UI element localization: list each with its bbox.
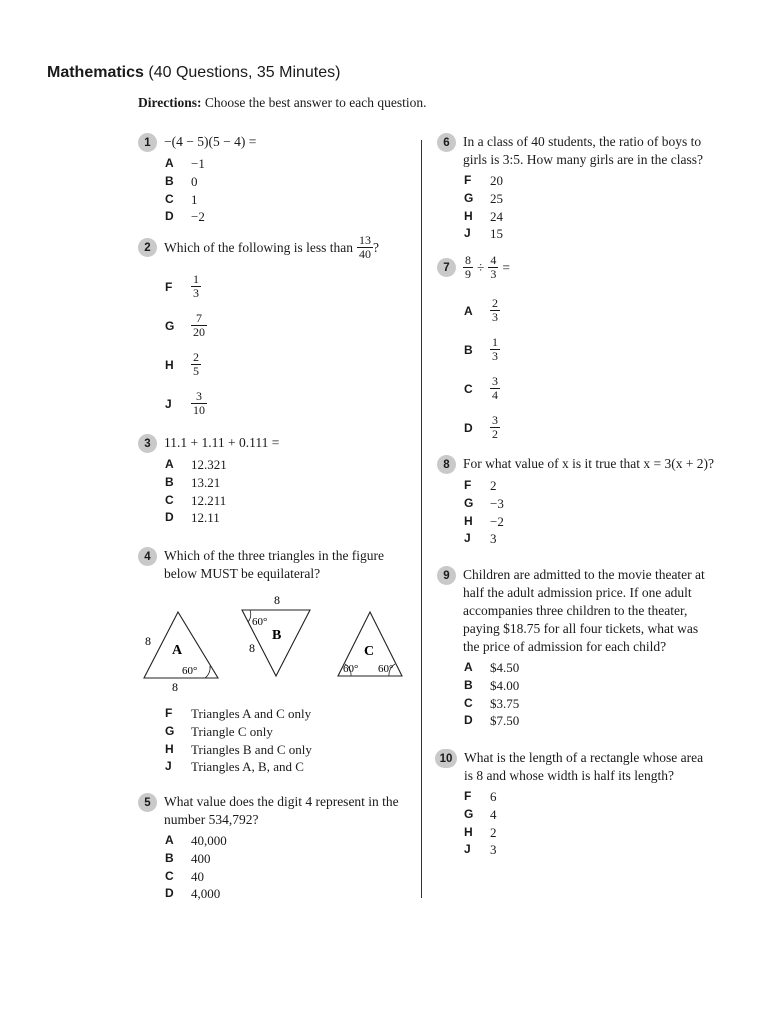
answer-choice[interactable] — [464, 208, 703, 226]
denominator: 3 — [193, 286, 199, 300]
fraction — [191, 273, 201, 300]
answer-choice[interactable] — [464, 824, 703, 842]
choice-text: 13.21 — [191, 474, 221, 490]
answer-choice[interactable] — [464, 225, 703, 243]
question-7 — [437, 254, 510, 447]
choice-text: 3 — [490, 842, 497, 858]
question-stem-line: girls is 3:5. How many girls are in the class? — [463, 152, 703, 167]
answer-choice[interactable] — [165, 306, 379, 345]
choice-text: 12.11 — [191, 510, 220, 526]
denominator: 3 — [492, 310, 498, 324]
numerator: 7 — [196, 311, 202, 325]
question-stem-line: paying $18.75 for all four tickets, what was — [463, 621, 699, 636]
choice-letter: J — [464, 531, 471, 546]
choice-letter: H — [165, 357, 174, 372]
question-8 — [437, 455, 714, 548]
triangle-a-side-label: 8 — [145, 634, 151, 648]
denominator: 2 — [492, 427, 498, 441]
denominator: 3 — [490, 267, 497, 281]
answer-choice[interactable] — [464, 841, 703, 859]
answer-choice[interactable] — [165, 832, 399, 850]
choice-text: 20 — [490, 173, 503, 188]
numerator: 1 — [193, 272, 199, 286]
choice-text: Triangle C only — [191, 723, 273, 739]
answer-choice[interactable] — [165, 267, 379, 306]
question-10 — [435, 749, 703, 859]
choice-text: 4 — [490, 806, 497, 822]
answer-choice[interactable] — [165, 758, 312, 776]
answer-choice[interactable] — [165, 509, 279, 527]
choice-text: $4.00 — [490, 677, 520, 693]
choice-text: −2 — [490, 513, 504, 529]
choice-letter: F — [464, 478, 472, 492]
choice-text: 0 — [191, 173, 198, 189]
triangle-b-label: B — [272, 628, 282, 643]
question-1 — [138, 133, 256, 226]
choice-letter: B — [464, 677, 473, 692]
answer-choice[interactable] — [464, 172, 703, 190]
question-stem-line: In a class of 40 students, the ratio of boys to — [463, 134, 702, 149]
choice-text: 24 — [490, 208, 503, 224]
question-stem-line: is 8 and whose width is half its length? — [464, 768, 674, 783]
numerator: 4 — [490, 253, 497, 267]
choice-text: 2 — [490, 824, 497, 840]
choice-text: 4,000 — [191, 886, 221, 902]
choice-letter: G — [464, 495, 474, 510]
choice-text: Triangles A, B, and C — [191, 759, 304, 775]
answer-choice[interactable] — [464, 806, 703, 824]
choice-letter: F — [464, 789, 472, 803]
question-number: 8 — [437, 455, 456, 474]
choice-text: 6 — [490, 789, 497, 804]
choice-text: 2 — [490, 478, 497, 493]
division-operator: ÷ — [477, 259, 485, 275]
answer-choice[interactable] — [464, 530, 714, 548]
answer-choice[interactable] — [165, 345, 379, 384]
choice-letter: G — [165, 318, 175, 333]
question-mark: ? — [372, 239, 379, 255]
answer-choice[interactable] — [165, 384, 379, 423]
triangle-a-side-label: 8 — [172, 680, 178, 694]
choice-text: $7.50 — [490, 713, 520, 729]
numerator: 13 — [358, 233, 371, 247]
choice-text: 12.211 — [191, 492, 227, 508]
directions-label: Directions: — [138, 95, 202, 110]
choice-letter: B — [165, 173, 174, 188]
answer-choice[interactable] — [165, 173, 256, 191]
column-divider — [421, 140, 422, 898]
fraction — [357, 234, 373, 261]
choice-letter: G — [464, 806, 474, 821]
answer-choice[interactable] — [165, 474, 279, 492]
choice-text: 40 — [191, 868, 204, 884]
triangle-c-angle-label: 60° — [378, 663, 394, 675]
answer-choice[interactable] — [165, 705, 312, 723]
fraction — [191, 351, 201, 378]
question-6 — [437, 133, 703, 243]
fraction — [191, 390, 207, 417]
choice-text: $3.75 — [490, 695, 520, 711]
answer-choice[interactable] — [464, 330, 510, 369]
question-number: 5 — [138, 793, 157, 812]
question-number: 4 — [138, 547, 157, 566]
fraction — [191, 312, 207, 339]
answer-choice[interactable] — [165, 723, 312, 741]
answer-choice[interactable] — [464, 477, 714, 495]
answer-choice[interactable] — [464, 513, 714, 531]
choice-letter: B — [464, 342, 473, 357]
numerator: 3 — [492, 413, 498, 427]
choice-letter: H — [165, 741, 174, 756]
denominator: 5 — [193, 364, 199, 378]
choice-letter: F — [165, 279, 173, 294]
choice-letter: G — [464, 190, 474, 205]
denominator: 9 — [465, 267, 471, 281]
fraction — [490, 297, 500, 324]
question-number: 9 — [437, 566, 456, 585]
fraction — [490, 375, 500, 402]
answer-choice[interactable] — [165, 492, 279, 510]
page-header — [47, 64, 340, 82]
choice-letter: J — [165, 396, 172, 411]
choice-letter: F — [464, 173, 472, 187]
choice-letter: A — [464, 660, 473, 674]
answer-choice[interactable] — [464, 408, 510, 447]
question-stem-line: number 534,792? — [164, 812, 259, 827]
question-stem-line: the price of admission for each child? — [463, 639, 667, 654]
question-stem: 11.1 + 1.11 + 0.111 = — [164, 435, 280, 450]
fraction — [488, 254, 498, 281]
triangle-b-side-label: 8 — [274, 593, 280, 607]
question-stem-line: accompanies three children to the theater, — [463, 603, 688, 618]
choice-letter: J — [464, 226, 471, 241]
question-stem-line: half the adult admission price. If one adult — [463, 585, 692, 600]
question-stem-line: Children are admitted to the movie theater at — [463, 567, 705, 582]
choice-text: −1 — [191, 156, 205, 171]
question-number: 7 — [437, 258, 456, 277]
numerator: 8 — [465, 253, 471, 267]
choice-text: 3 — [490, 531, 497, 547]
answer-choice[interactable] — [464, 291, 510, 330]
triangle-c-label: C — [364, 644, 375, 659]
question-4-choices — [138, 705, 312, 776]
choice-letter: H — [464, 824, 473, 839]
question-stem-line: Which of the three triangles in the figure — [164, 548, 385, 563]
choice-letter: A — [464, 303, 473, 318]
choice-letter: B — [165, 850, 174, 865]
section-subtitle: (40 Questions, 35 Minutes) — [148, 64, 341, 81]
choice-letter: G — [165, 723, 175, 738]
answer-choice[interactable] — [464, 677, 705, 695]
answer-choice[interactable] — [464, 695, 705, 713]
question-number: 1 — [138, 133, 157, 152]
question-number: 3 — [138, 434, 157, 453]
triangle-a-angle-label: 60° — [182, 665, 198, 677]
answer-choice[interactable] — [165, 456, 279, 474]
choice-letter: D — [464, 713, 473, 728]
numerator: 2 — [193, 350, 199, 364]
numerator: 2 — [492, 296, 498, 310]
triangle-b-angle-arc — [248, 610, 251, 622]
denominator: 40 — [358, 247, 371, 261]
question-2 — [138, 234, 379, 423]
numerator: 3 — [492, 374, 498, 388]
choice-text: 400 — [191, 850, 211, 866]
triangle-a-angle-arc — [205, 666, 210, 678]
question-stem: −(4 − 5)(5 − 4) = — [164, 134, 257, 149]
choice-text: 12.321 — [191, 457, 227, 472]
choice-letter: H — [464, 208, 473, 223]
answer-choice[interactable] — [165, 155, 256, 173]
fraction — [490, 414, 500, 441]
answer-choice[interactable] — [165, 208, 256, 226]
triangle-b-side-label: 8 — [249, 641, 255, 655]
equals-sign: = — [502, 259, 511, 275]
question-number: 10 — [435, 749, 457, 768]
choice-text: $4.50 — [490, 660, 520, 675]
answer-choice[interactable] — [464, 190, 703, 208]
question-stem: Which of the following is less than — [164, 239, 353, 255]
question-number: 6 — [437, 133, 456, 152]
triangle-b-angle-label: 60° — [252, 616, 268, 628]
choice-text: −3 — [490, 495, 504, 511]
fraction — [490, 336, 500, 363]
choice-text: −2 — [191, 209, 205, 225]
question-9 — [437, 566, 705, 730]
choice-text: 25 — [490, 190, 503, 206]
question-stem: For what value of x is it true that x = 3(x + 2)? — [463, 456, 715, 471]
answer-choice[interactable] — [464, 712, 705, 730]
choice-text: 1 — [191, 191, 198, 207]
fraction — [463, 254, 473, 281]
choice-letter: J — [165, 759, 172, 774]
answer-choice[interactable] — [464, 369, 510, 408]
choice-letter: C — [464, 381, 473, 396]
answer-choice[interactable] — [165, 850, 399, 868]
question-5 — [138, 793, 399, 903]
section-title: Mathematics — [47, 64, 144, 81]
question-stem-line: What is the length of a rectangle whose area — [464, 750, 704, 765]
answer-choice[interactable] — [165, 868, 399, 886]
triangle-c-angle-label: 60° — [343, 663, 359, 675]
triangle-a-label: A — [172, 643, 183, 658]
choice-letter: F — [165, 706, 173, 720]
triangles-figure — [138, 590, 413, 702]
choice-letter: A — [165, 833, 174, 847]
numerator: 3 — [196, 389, 202, 403]
choice-letter: D — [464, 420, 473, 435]
denominator: 20 — [193, 325, 205, 339]
choice-text: 15 — [490, 226, 503, 242]
numerator: 1 — [492, 335, 498, 349]
denominator: 3 — [492, 349, 498, 363]
question-number: 2 — [138, 238, 157, 257]
choice-letter: D — [165, 886, 174, 901]
directions-text: Choose the best answer to each question. — [204, 95, 427, 110]
answer-choice[interactable] — [464, 495, 714, 513]
choice-letter: A — [165, 457, 174, 471]
answer-choice[interactable] — [165, 885, 399, 903]
answer-choice[interactable] — [464, 659, 705, 677]
choice-letter: B — [165, 474, 174, 489]
choice-letter: H — [464, 513, 473, 528]
answer-choice[interactable] — [464, 788, 703, 806]
question-stem-line: below MUST be equilateral? — [164, 566, 321, 581]
choice-letter: D — [165, 510, 174, 525]
choice-text: Triangles A and C only — [191, 706, 312, 721]
choice-letter: D — [165, 209, 174, 224]
denominator: 4 — [492, 388, 498, 402]
choice-letter: C — [464, 695, 473, 710]
directions — [138, 95, 426, 111]
choice-text: 40,000 — [191, 833, 227, 848]
choice-letter: J — [464, 842, 471, 857]
answer-choice[interactable] — [165, 741, 312, 759]
denominator: 10 — [193, 403, 205, 417]
choice-letter: A — [165, 156, 174, 170]
choice-letter: C — [165, 868, 174, 883]
choice-text: Triangles B and C only — [191, 741, 312, 757]
choice-letter: C — [165, 492, 174, 507]
question-4 — [138, 547, 384, 583]
answer-choice[interactable] — [165, 191, 256, 209]
choice-letter: C — [165, 191, 174, 206]
question-3 — [138, 434, 279, 527]
question-stem-line: What value does the digit 4 represent in the — [164, 794, 399, 809]
